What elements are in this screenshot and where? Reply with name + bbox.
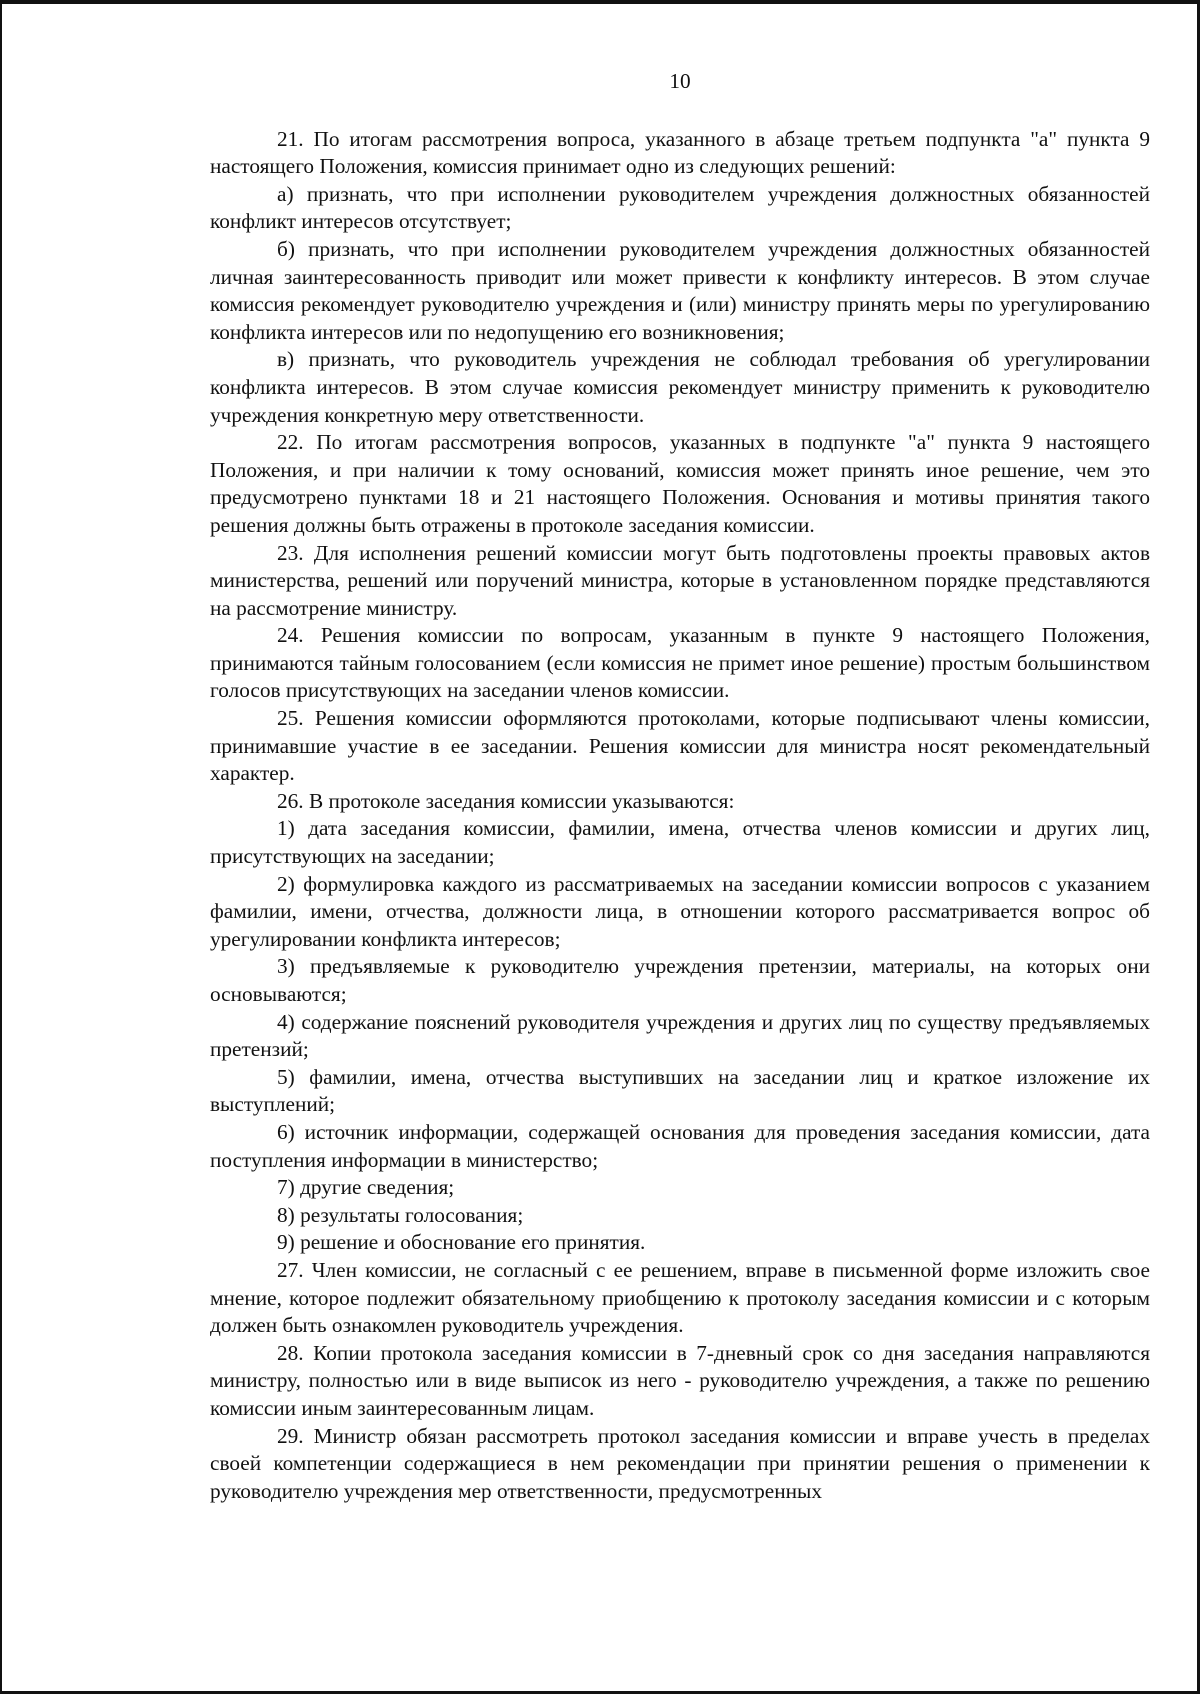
paragraph-26-item-4: 4) содержание пояснений руководителя учреждения и других лиц по существу предъявляемых претензий; [210,1009,1150,1062]
paragraph-26-item-5: 5) фамилии, имена, отчества выступивших на заседании лиц и краткое изложение их выступлений; [210,1064,1150,1117]
paragraph-27: 27. Член комиссии, не согласный с ее решением, вправе в письменной форме изложить свое мнение, которое подлежит обязательному приобщению к протоколу заседания комиссии и с которым должен быть ознакомлен руководитель учреждения. [210,1257,1150,1338]
paragraph-26-item-8: 8) результаты голосования; [277,1202,524,1227]
paragraph-26-item-2: 2) формулировка каждого из рассматриваемых на заседании комиссии вопросов с указанием фамилии, имени, отчества, должности лица, в отношении которого рассматривается вопрос об урегулировании конфликта интересов; [210,871,1150,951]
paragraph-21-a: а) признать, что при исполнении руководителем учреждения должностных обязанностей конфликт интересов отсутствует; [210,181,1150,234]
paragraph-29: 29. Министр обязан рассмотреть протокол заседания комиссии и вправе учесть в пределах своей компетенции содержащиеся в нем рекомендации при принятии решения о применении к руководителю учреждения мер ответственности, предусмотренных [210,1423,1150,1503]
paragraph-21: 21. По итогам рассмотрения вопроса, указанного в абзаце третьем подпункта "а" пункта 9 настоящего Положения, комиссия принимает одно из следующих решений: [210,126,1150,179]
page-number: 10 [669,69,691,93]
paragraph-24: 24. Решения комиссии по вопросам, указанным в пункте 9 настоящего Положения, принимаются тайным голосованием (если комиссия не примет иное решение) простым большинством голосов присутствующих на заседании членов комиссии. [210,623,1150,703]
paragraph-26-item-6: 6) источник информации, содержащей основания для проведения заседания комиссии, дата поступления информации в министерство; [210,1119,1150,1172]
paragraph-26-item-7: 7) другие сведения; [277,1175,455,1200]
paragraph-25: 25. Решения комиссии оформляются протоколами, которые подписывают члены комиссии, принимавшие участие в ее заседании. Решения комиссии для министра носят рекомендательный характер. [210,706,1150,786]
paragraph-26: 26. В протоколе заседания комиссии указываются: [277,788,735,813]
paragraph-26-item-3: 3) предъявляемые к руководителю учреждения претензии, материалы, на которых они основываются; [210,954,1150,1006]
paragraph-28: 28. Копии протокола заседания комиссии в 7-дневный срок со дня заседания направляются министру, полностью или в виде выписок из него - руководителю учреждения, а также по решению комиссии иным заинтересованным лицам. [210,1340,1150,1420]
paragraph-26-item-9: 9) решение и обоснование его принятия. [277,1230,646,1255]
paragraph-21-v: в) признать, что руководитель учреждения не соблюдал требования об урегулировании конфликта интересов. В этом случае комиссия рекомендует министру применить к руководителю учреждения конкретную меру ответственности. [210,347,1150,427]
paragraph-23: 23. Для исполнения решений комиссии могут быть подготовлены проекты правовых актов министерства, решений или поручений министра, которые в установленном порядке представляются на рассмотрение министру. [210,540,1150,620]
paragraph-21-b: б) признать, что при исполнении руководителем учреждения должностных обязанностей личная заинтересованность приводит или может привести к конфликту интересов. В этом случае комиссия рекомендует руководителю учреждения и (или) министру принять меры по урегулированию конфликта интересов или по недопущению его возникновения; [210,236,1150,344]
paragraph-26-item-1: 1) дата заседания комиссии, фамилии, имена, отчества членов комиссии и других лиц, присутствующих на заседании; [210,816,1150,869]
document-page [210,68,1150,1505]
paragraph-22: 22. По итогам рассмотрения вопросов, указанных в подпункте "а" пункта 9 настоящего Положения, и при наличии к тому оснований, комиссия может принять иное решение, чем это предусмотрено пунктами 18 и 21 настоящего Положения. Основания и мотивы принятия такого решения должны быть отражены в протоколе заседания комиссии. [210,430,1150,537]
